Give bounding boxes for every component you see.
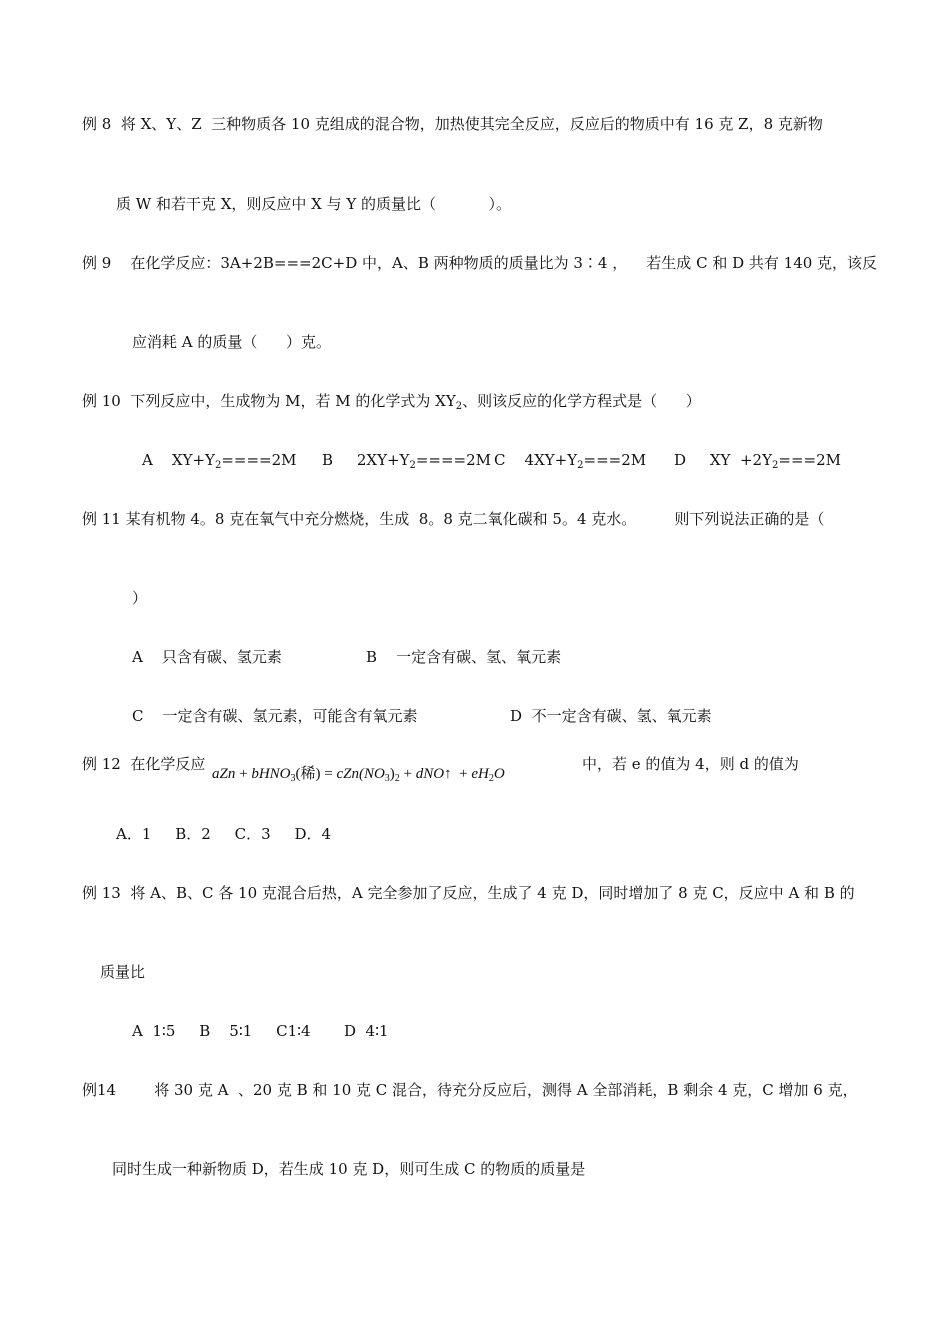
ex11-option-b: B 一定含有碳、氢、氧元素 bbox=[366, 648, 562, 666]
ex10-option-c-tail: ===2M bbox=[583, 451, 647, 469]
ex11-line2: ） bbox=[132, 589, 148, 607]
eq-plus: + bbox=[235, 766, 252, 782]
eq-equals: = bbox=[320, 766, 337, 782]
ex10-option-d-sub: 2 bbox=[772, 460, 779, 471]
eq-plus: + bbox=[451, 766, 472, 782]
eq-term-a: aZn bbox=[212, 766, 236, 782]
eq-plus: + bbox=[399, 766, 416, 782]
ex11-option-d: D 不一定含有碳、氢、氧元素 bbox=[510, 707, 712, 725]
eq-sub: 3 bbox=[290, 773, 296, 784]
ex8-line1: 例 8 将 X、Y、Z 三种物质各 10 克组成的混合物，加热使其完全反应，反应后的物质中有 16 克 Z，8 克新物 bbox=[82, 115, 823, 133]
ex12-options: A．1 B．2 C．3 D．4 bbox=[116, 825, 332, 843]
ex13-line2: 质量比 bbox=[100, 963, 146, 981]
ex11-option-c: C 一定含有碳、氢元素，可能含有氧元素 bbox=[132, 707, 418, 725]
ex10-option-c-text: C 4XY+Y bbox=[494, 451, 578, 469]
ex10-stem-sub: 2 bbox=[455, 401, 463, 412]
eq-term-b: bHNO bbox=[251, 766, 291, 782]
ex14-line1: 例14 将 30 克 A 、20 克 B 和 10 克 C 混合，待充分反应后，测得 A 全部消耗，B 剩余 4 克，C 增加 6 克， bbox=[82, 1081, 858, 1099]
ex12-equation bbox=[212, 764, 505, 789]
ex10-option-d-text: D XY +2Y bbox=[674, 451, 772, 469]
eq-term-o: O bbox=[493, 766, 505, 782]
ex10-option-c-sub: 2 bbox=[577, 460, 584, 471]
eq-term-e: eH bbox=[471, 766, 489, 782]
ex10-stem bbox=[82, 391, 701, 417]
ex10-option-a bbox=[142, 450, 297, 476]
ex13-line1: 例 13 将 A、B、C 各 10 克混合后热，A 完全参加了反应，生成了 4 克 D，同时增加了 8 克 C，反应中 A 和 B 的 bbox=[82, 884, 855, 902]
ex8-line2: 质 W 和若干克 X，则反应中 X 与 Y 的质量比（ ）。 bbox=[116, 195, 512, 213]
ex10-option-b bbox=[322, 450, 491, 476]
ex10-option-d-tail: ===2M bbox=[778, 451, 841, 469]
ex9-line1: 例 9 在化学反应：3A+2B===2C+D 中，A、B 两种物质的质量比为 3∶4 ， 若生成 C 和 D 共有 140 克，该反 bbox=[82, 254, 878, 272]
eq-paren: ) bbox=[389, 766, 395, 782]
ex9-line2: 应消耗 A 的质量（ ）克。 bbox=[132, 333, 331, 351]
eq-sub: 3 bbox=[384, 773, 390, 784]
ex10-option-c bbox=[494, 450, 646, 476]
ex11-line1: 例 11 某有机物 4。8 克在氧气中充分燃烧，生成 8。8 克二氧化碳和 5。4 克水。 则下列说法正确的是（ bbox=[82, 510, 825, 528]
eq-sub: 2 bbox=[394, 773, 400, 784]
ex10-option-b-sub: 2 bbox=[409, 460, 416, 471]
ex12-stem-a: 例 12 在化学反应 bbox=[82, 755, 206, 773]
eq-term-c: cZn(NO bbox=[336, 766, 385, 782]
ex10-option-b-tail: ====2M bbox=[415, 451, 492, 469]
ex14-line2: 同时生成一种新物质 D，若生成 10 克 D，则可生成 C 的物质的质量是 bbox=[112, 1160, 586, 1178]
eq-term-d: dNO↑ bbox=[415, 766, 452, 782]
eq-sub: 2 bbox=[488, 773, 494, 784]
ex10-stem-a: 例 10 下列反应中，生成物为 M，若 M 的化学式为 XY bbox=[82, 392, 456, 410]
ex13-options: A 1∶5 B 5∶1 C1∶4 D 4∶1 bbox=[132, 1022, 389, 1040]
ex11-option-a: A 只含有碳、氢元素 bbox=[132, 648, 282, 666]
ex10-option-a-text: A XY+Y bbox=[142, 451, 215, 469]
ex10-option-a-sub: 2 bbox=[214, 460, 222, 471]
ex10-option-a-tail: ====2M bbox=[221, 451, 297, 469]
ex10-option-d bbox=[674, 450, 841, 476]
ex10-option-b-text: B 2XY+Y bbox=[322, 451, 410, 469]
eq-dilute: (稀) bbox=[295, 766, 321, 782]
ex10-stem-b: 、则该反应的化学方程式是（ ） bbox=[462, 392, 701, 410]
ex12-stem-b: 中，若 e 的值为 4，则 d 的值为 bbox=[582, 755, 799, 773]
